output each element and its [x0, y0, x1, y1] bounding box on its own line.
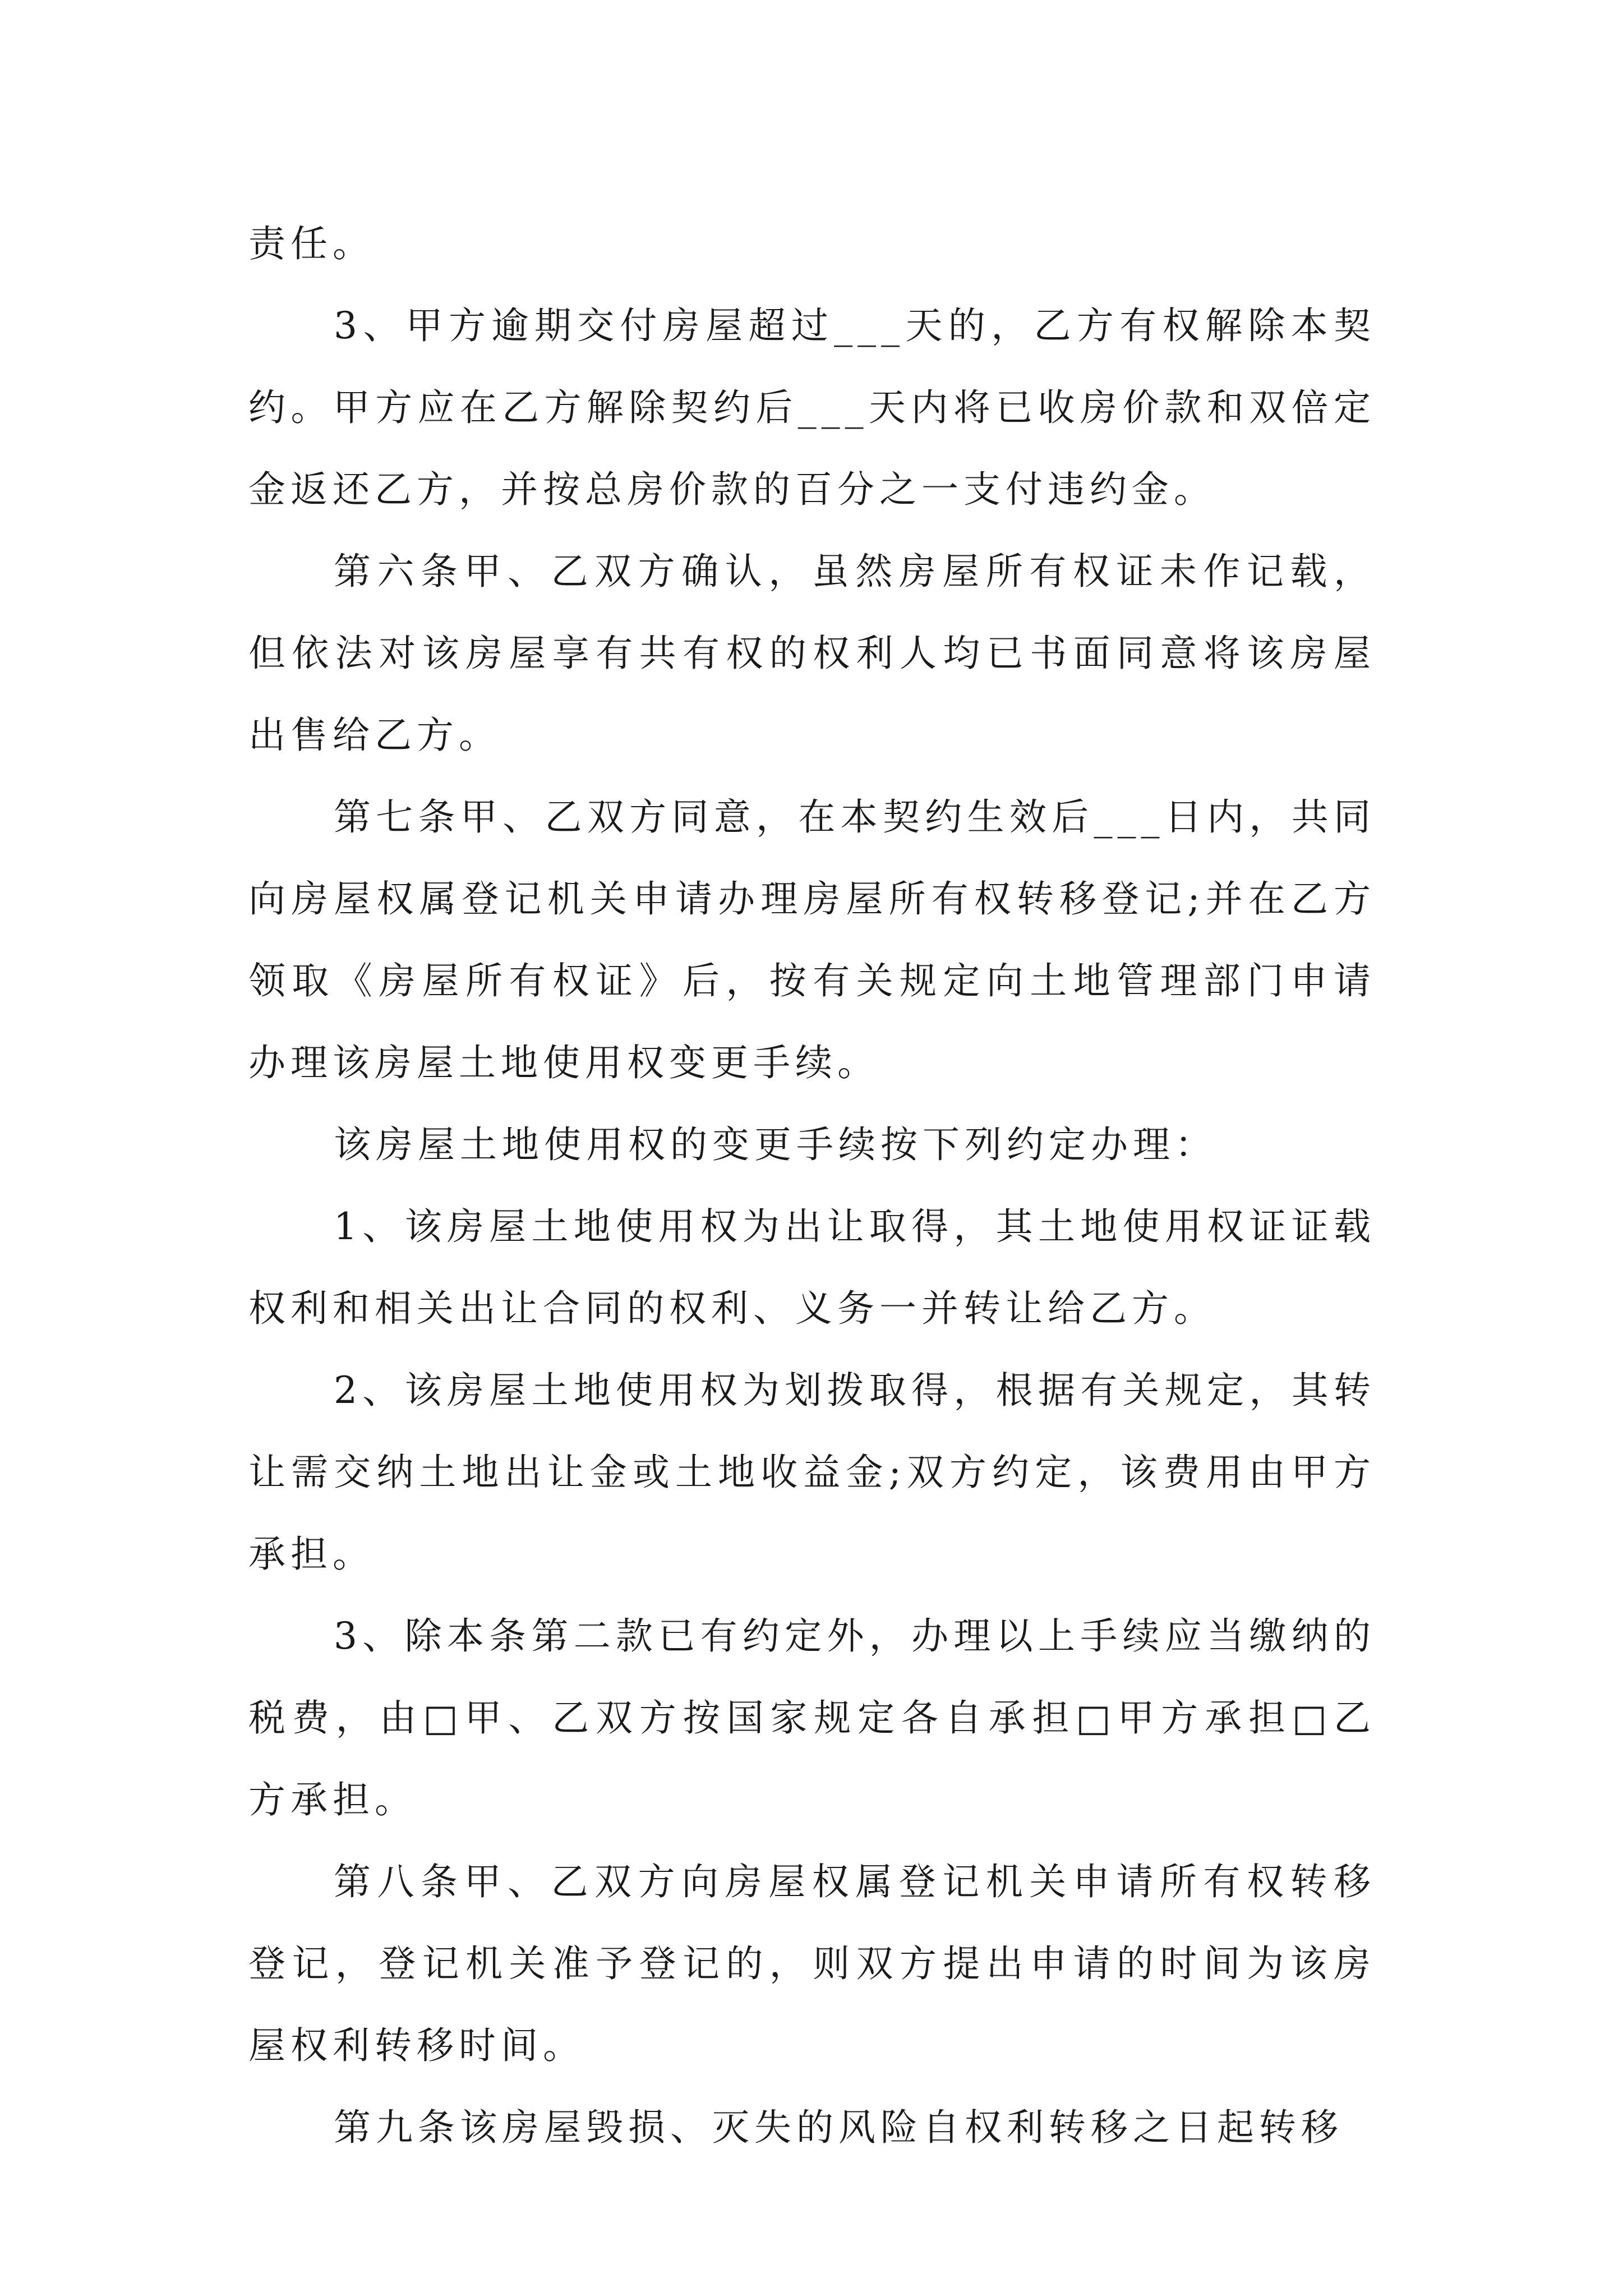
paragraph-article-8: 第八条甲、乙双方向房屋权属登记机关申请所有权转移登记，登记机关准予登记的，则双方提出申请的时间为该房屋权利转移时间。 — [248, 1860, 1376, 2067]
paragraph-land-use-item-2: 2、该房屋土地使用权为划拨取得，根据有关规定，其转让需交纳土地出让金或土地收益金;双方约定，该费用由甲方承担。 — [248, 1369, 1376, 1576]
paragraph-land-use-item-3: 3、除本条第二款已有约定外，办理以上手续应当缴纳的税费，由□甲、乙双方按国家规定各自承担□甲方承担□乙方承担。 — [248, 1614, 1376, 1821]
paragraph-land-use-item-1: 1、该房屋土地使用权为出让取得，其土地使用权证证载权利和相关出让合同的权利、义务一并转让给乙方。 — [248, 1205, 1376, 1330]
paragraph-article-9: 第九条该房屋毁损、灭失的风险自权利转移之日起转移 — [334, 2106, 1343, 2149]
paragraph-article-6: 第六条甲、乙双方确认，虽然房屋所有权证未作记载，但依法对该房屋享有共有权的权利人均已书面同意将该房屋出售给乙方。 — [248, 550, 1376, 757]
paragraph-responsibility-end: 责任。 — [248, 222, 375, 265]
paragraph-land-use-intro: 该房屋土地使用权的变更手续按下列约定办理： — [334, 1123, 1217, 1166]
paragraph-article-7: 第七条甲、乙双方同意，在本契约生效后___日内，共同向房屋权属登记机关申请办理房屋所有权转移登记;并在乙方领取《房屋所有权证》后，按有关规定向土地管理部门申请办理该房屋土地使用权变更手续。 — [248, 795, 1376, 1084]
paragraph-clause-5-item-3: 3、甲方逾期交付房屋超过___天的，乙方有权解除本契约。甲方应在乙方解除契约后___天内将已收房价款和双倍定金返还乙方，并按总房价款的百分之一支付违约金。 — [248, 304, 1376, 511]
contract-body — [248, 203, 1376, 2169]
